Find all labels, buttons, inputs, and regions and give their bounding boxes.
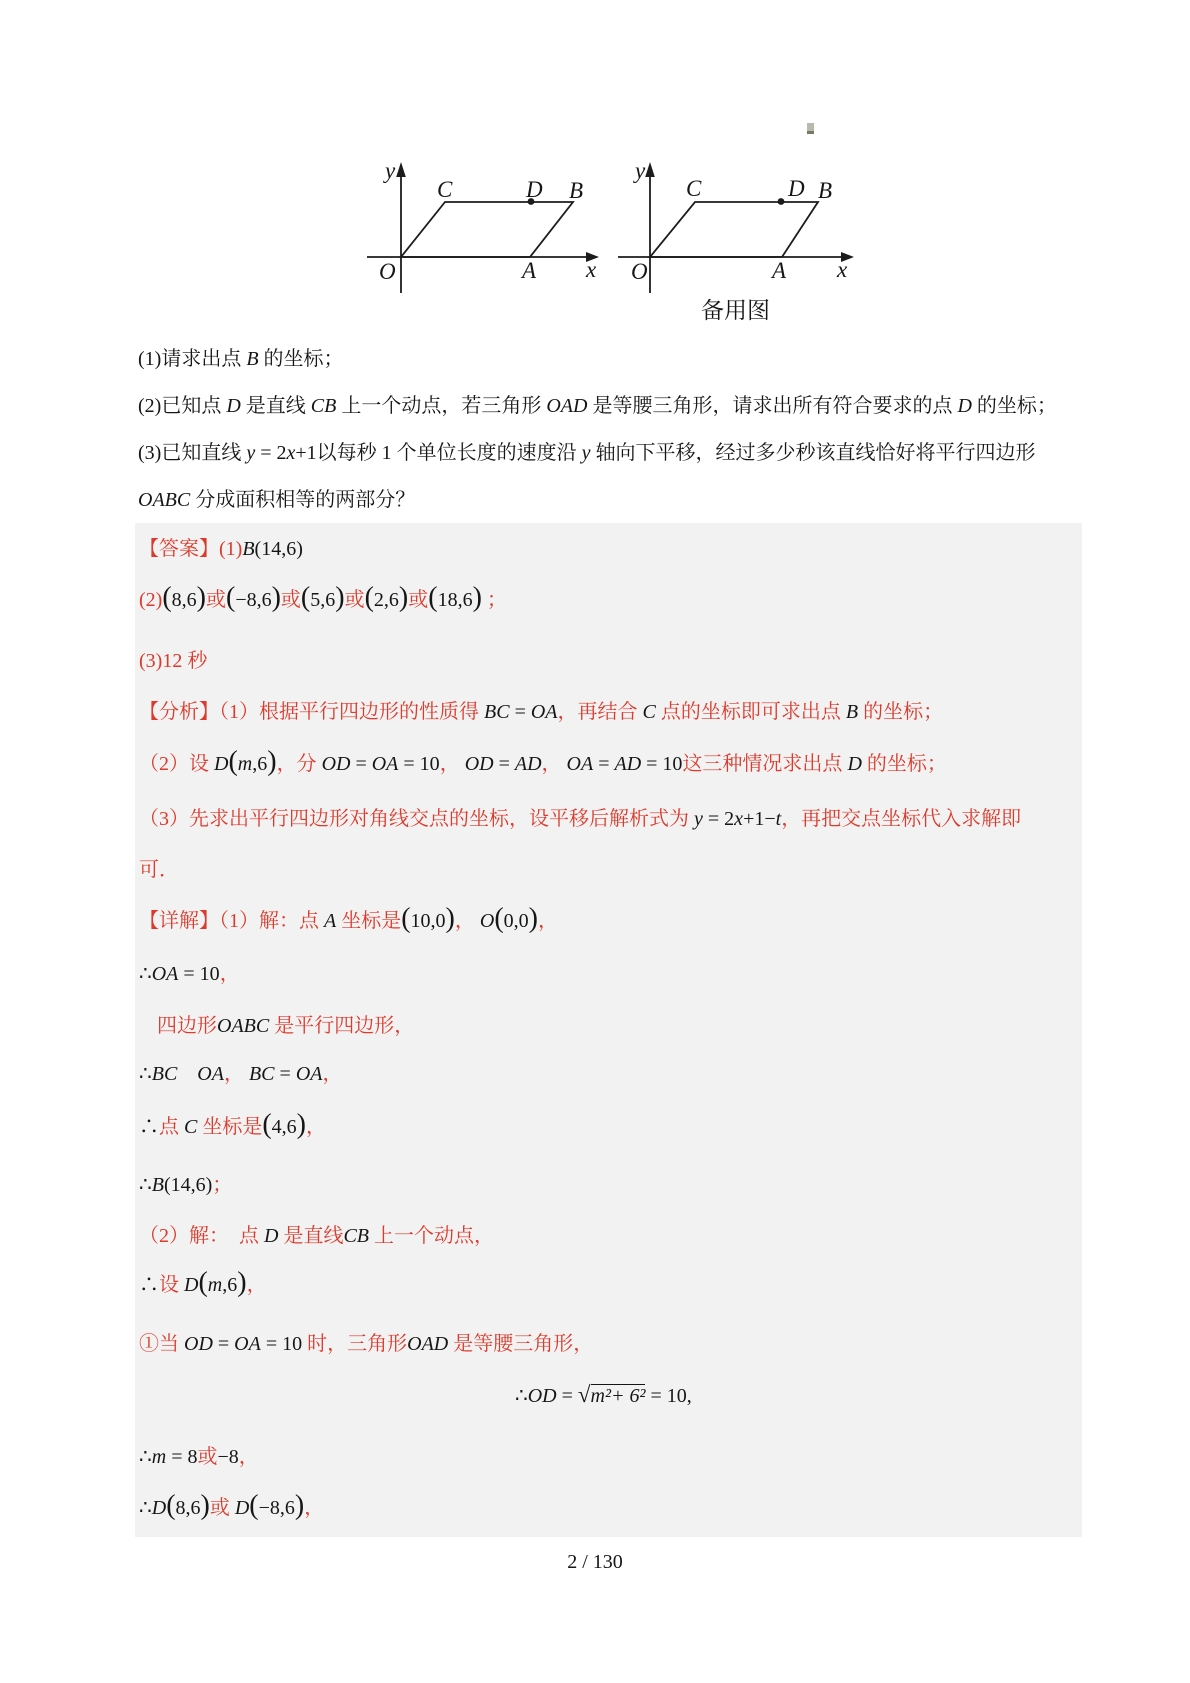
stray-mark [807, 123, 814, 134]
text-line: ∴OA = 10， [139, 963, 240, 985]
text-line: ∴设 D(m,6)， [139, 1267, 267, 1298]
text-line: ∴OD = √m²+ 6² = 10, [515, 1382, 692, 1407]
text-line: （2）设 D(m,6)，分 OD = OA = 10， OD = AD， OA = AD = 10这三种情况求出点 D 的坐标； [139, 746, 947, 777]
point-label-c: C [686, 176, 702, 201]
text-line: （2）解： 点 D 是直线CB 上一个动点， [139, 1225, 495, 1247]
page-number: 2 / 130 [567, 1551, 623, 1573]
axis-label-x: x [837, 257, 848, 282]
text-line: 可． [139, 859, 179, 881]
axis-label-x: x [586, 257, 597, 282]
text-line: 四边形OABC 是平行四边形， [157, 1015, 415, 1037]
parallelogram-OABC [650, 202, 818, 257]
text-line: OABC 分成面积相等的两部分？ [138, 489, 416, 511]
point-label-d: D [788, 176, 805, 201]
y-axis-arrow [396, 162, 406, 177]
text-line: ∴点 C 坐标是(4,6)， [139, 1109, 326, 1140]
point-label-a: A [522, 258, 537, 283]
point-label-d: D [526, 177, 543, 202]
figure-coordinate-diagrams [350, 140, 870, 325]
text-line: (2)已知点 D 是直线 CB 上一个动点，若三角形 OAD 是等腰三角形，请求出所有符合要求的点 D 的坐标； [138, 395, 1057, 417]
point-label-a: A [772, 258, 787, 283]
y-axis-arrow [645, 162, 655, 177]
text-line: (2)(8,6)或(−8,6)或(5,6)或(2,6)或(18,6) ； [139, 582, 507, 613]
point-label-c: C [437, 177, 453, 202]
origin-label: O [631, 259, 648, 284]
text-line: ∴m = 8或−8， [139, 1446, 259, 1468]
parallelogram-OABC [401, 202, 573, 257]
text-line: (1)请求出点 B 的坐标； [138, 348, 344, 370]
text-line: 【详解】（1）解：点 A 坐标是(10,0)， O(0,0)， [139, 903, 558, 934]
text-line: (3)12 秒 [139, 650, 208, 672]
origin-label: O [379, 259, 396, 284]
text-line: （3）先求出平行四边形对角线交点的坐标，设平移后解析式为 y = 2x+1−t，再把交点坐标代入求解即 [139, 808, 1022, 830]
text-line: (3)已知直线 y = 2x+1以每秒 1 个单位长度的速度沿 y 轴向下平移，经过多少秒该直线恰好将平行四边形 [138, 442, 1036, 464]
point-d-dot [778, 198, 785, 205]
axis-label-y: y [635, 158, 646, 183]
point-label-b: B [818, 178, 833, 203]
axis-label-y: y [385, 158, 396, 183]
text-line: 【分析】（1）根据平行四边形的性质得 BC = OA，再结合 C 点的坐标即可求出点 B 的坐标； [139, 701, 944, 723]
figure-caption: 备用图 [701, 298, 770, 323]
diagram-2 [618, 158, 854, 293]
text-line: ∴D(8,6)或 D(−8,6)， [139, 1490, 325, 1521]
point-label-b: B [569, 178, 584, 203]
text-line: 【答案】(1)B(14,6) [139, 538, 303, 560]
text-line: ∴B(14,6)； [139, 1174, 233, 1196]
diagram-1 [367, 158, 599, 293]
text-line: ①当 OD = OA = 10 时，三角形OAD 是等腰三角形， [139, 1333, 594, 1355]
text-line: ∴BC OA， BC = OA， [139, 1063, 343, 1085]
